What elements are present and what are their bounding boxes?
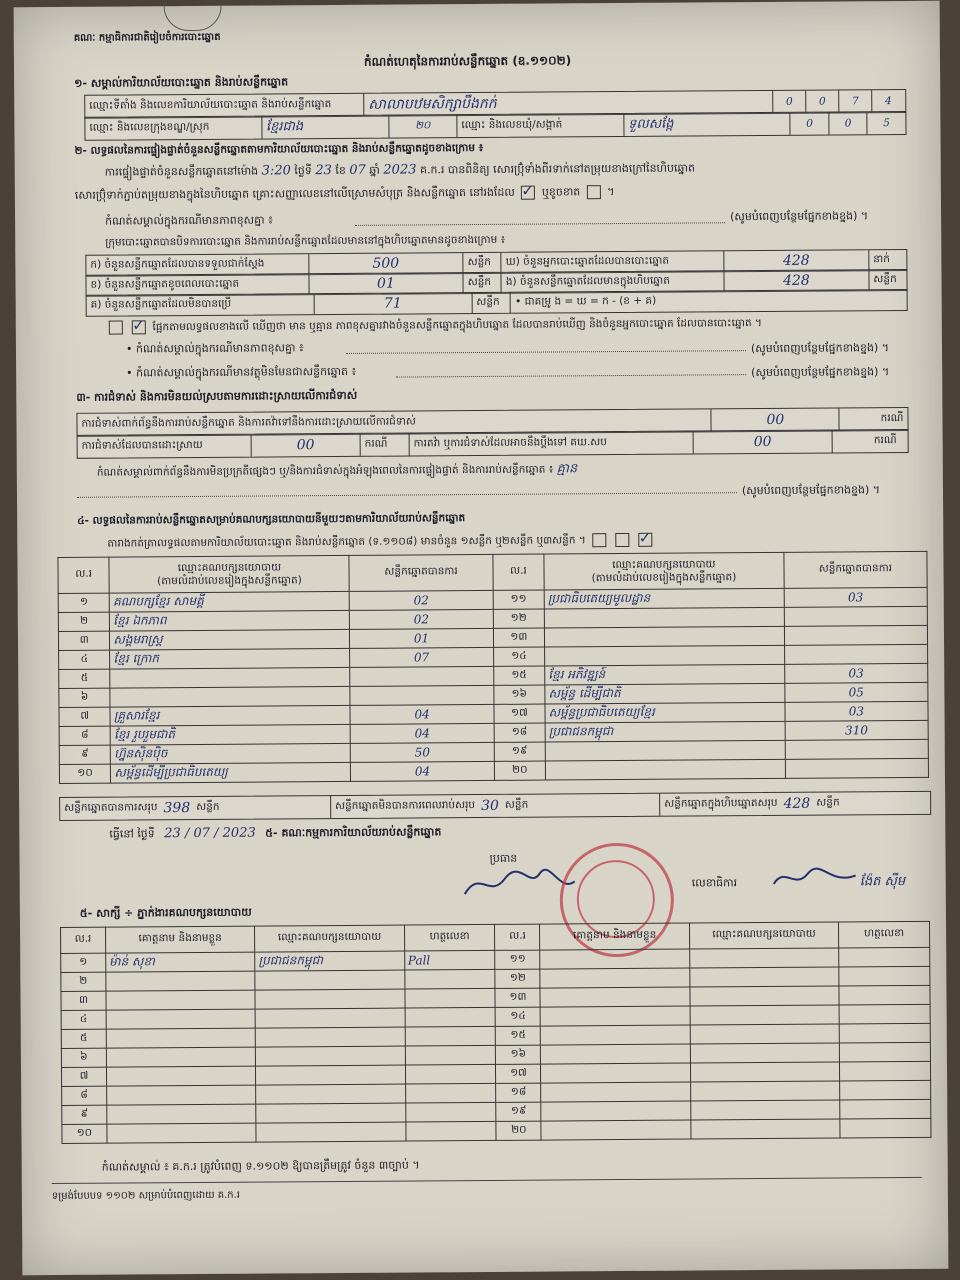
witness-signature [840,1118,931,1138]
s4-sub [107,533,656,551]
section-4-heading: ៤- លទ្ធផលនៃការរាប់សន្លឹកឆ្នោតសម្រាប់គណបក្សនយោបាយនីមួយៗតាមការិយាល័យរាប់សន្លឹកឆ្នោត [77,512,466,527]
witness-party [690,1005,839,1025]
s1-code-2: 0 [806,90,839,112]
witness-no: ៨ [62,1086,107,1105]
witness-party: ប្រជាជនកម្ពុជា [255,951,404,971]
s2-line-3: ក្រុមបោះឆ្នោតបានបិទការបោះឆ្នោត និងការរាប់សន្លឹកឆ្នោតដែលមាននៅក្នុងហិបឆ្នោតមានដូចខាងក្រោម ៖ [105,233,506,249]
witness-signature [405,1026,496,1046]
party-name [110,667,350,688]
party-no: ១៩ [494,742,546,761]
s3-r2-label: ការជំទាស់ដែលបានដោះស្រាយ [78,435,252,458]
s2-l1-b: ថ្ងៃទី [294,164,312,178]
witness-name [106,1028,255,1048]
party-no: ១៤ [493,647,545,666]
witness-party [256,1046,405,1066]
committee-label: ៥- គណៈកម្មការការិយាល័យរាប់សន្លឹកឆ្នោត [265,825,442,840]
w-col-name-2: គោត្តនាម និងនាមខ្លួន [540,923,690,950]
party-votes: 04 [351,761,494,781]
col-party-title-2: ឈ្មោះគណបក្សនយោបាយ [612,558,716,571]
secretary-label: លេខាធិការ [691,876,738,890]
witness-signature [839,1004,930,1024]
party-name: គ្រួសារខ្មែរ [110,705,350,726]
s3-r1-value: 00 [712,408,840,431]
s2-diff-line [106,316,762,335]
witness-signature [405,1102,496,1122]
party-name: ហ្វ៊ុនស៊ិនប៉ិច [111,743,351,764]
s1-code-3: 7 [839,90,872,112]
witness-no: ១៩ [496,1102,541,1121]
s4-totals-row [59,791,931,821]
witness-name [541,1101,690,1121]
s2-l1-e: គ.ក.រ បានពិនិត្យ សោរប្រ៊ុំទាំងពីរទាក់នៅតម្រុយខាងក្រៅនៃហិបឆ្នោត [419,161,695,177]
gha-unit: នាក់ [873,252,890,265]
witness-no: ៧ [61,1067,106,1086]
party-no: ៧ [59,707,111,726]
s3-r2-case2: ករណី [873,433,897,446]
formula: • ជាគម្រូ ង = ឃ = ក - (ខ + គ) [515,294,657,308]
witness-party [256,1122,405,1142]
witness-signature [840,1080,931,1100]
w-col-party-2: ឈ្មោះគណបក្សនយោបាយ [689,922,839,949]
witness-party [691,1119,840,1139]
intact-checkbox[interactable] [521,186,535,200]
ballot-count-form [14,1,949,1275]
party-no: ១២ [493,609,545,628]
sheets-3-checkbox[interactable] [639,533,653,547]
s3-r2-label2: ការតវ៉ា ឬការជំទាស់ដែលអាចនឹងប្តឹងទៅ គឃ.សប [410,432,694,456]
party-no: ១៣ [493,628,545,647]
total-box-label: សន្លឹកឆ្នោតក្នុងហិបឆ្នោតសរុប [664,796,778,810]
witness-no: ១២ [495,969,540,988]
col-no-2: ល.រ [493,554,545,590]
witness-name [106,1066,255,1086]
witness-table [60,921,931,1144]
party-votes [785,739,928,759]
kha-label: ខ) ចំនួនសន្លឹកឆ្នោតខូចពេលបោះឆ្នោត [86,274,309,296]
party-votes: 50 [351,742,494,762]
witness-signature [405,1045,496,1065]
s1-row-2 [84,111,906,141]
s1-r2-label: ឈ្មោះ និងលេខក្រុងខណ្ឌ/ស្រុក [85,117,262,140]
witness-name [540,949,689,969]
party-name: គណបក្សខ្មែរ សាមគ្គី [110,591,350,612]
s2-l2-text: សោរប្រ៊ុំទាក់ភ្ជាប់តម្រុយខាងក្នុងនៃហិបឆ្នោត គ្រោះសញ្ញាលេខនៅលើស្រោមសំបុត្រ និងសន្លឹកឆ្នោត នៅរងដែល [74,185,515,202]
s1-r1-label: ឈ្មោះទីតាំង និងលេខការិយាល័យបោះឆ្នោត និងរាប់សន្លឹកឆ្នោត [85,94,364,118]
org-name: គណៈ កម្មាធិការជាតិរៀបចំការបោះឆ្នោត [73,31,221,44]
form-footer: ទម្រង់បែបបទ ១១០២ សម្រាប់បំពេញដោយ គ.ក.រ [51,1189,241,1203]
party-no: ៤ [59,650,111,669]
party-votes [350,685,493,705]
section-5-heading: ៥- សាក្សី ÷ ភ្នាក់ងារគណបក្សនយោបាយ [79,905,252,920]
witness-signature [405,1064,496,1084]
s1-r2-code-2: 0 [829,112,868,134]
w-col-sign-2: ហត្ថលេខា [839,921,930,948]
totals-invalid [331,794,660,818]
secretary-name: ង៉ែត ស៊ីម [859,874,906,890]
s2-count-row-3 [86,289,908,317]
col-party-title: ឈ្មោះគណបក្សនយោបាយ [177,561,282,575]
witness-name [541,1063,690,1083]
col-party-sub-2: (តាមលំដាប់លេខរៀងក្នុងសន្លឹកឆ្នោត) [591,570,737,584]
s1-r2-value: ខ្មែរជាង [262,116,389,139]
col-votes-2: សន្លឹកឆ្នោតបានការ [784,551,928,588]
party-votes: 04 [350,704,493,724]
s1-code-1: 0 [773,91,806,113]
s1-r1-value: សាលាបឋមសិក្សាបឹងកក់ [364,91,773,116]
party-votes: 03 [784,663,927,683]
w-col-no: ល.រ [61,927,106,953]
witness-name [107,1085,256,1105]
witness-name [107,1104,256,1124]
witness-no: ៣ [61,991,106,1010]
witness-signature [404,969,495,989]
party-no: ៣ [58,631,110,650]
ngo-unit: សន្លឹក [873,272,897,285]
party-name: ខ្មែរ ឯកភាព [110,610,350,631]
total-invalid-label: សន្លឹកឆ្នោតមិនបានការពេលរាប់សរុប [335,798,476,812]
total-valid-unit: សន្លឹក [196,800,220,813]
witness-party [690,1062,839,1082]
s2-fill-hint-1: (សូមបំពេញបន្ថែមផ្នែកខាងខ្នង) ។ [730,209,869,224]
ko-unit: សន្លឹក [472,293,511,313]
s4-sub-text: តារាងកត់ត្រាលទ្ធផលតាមការិយាល័យបោះឆ្នោត និងរាប់សន្លឹកឆ្នោត (ទ.១១០៨) មានចំនួន ១សន្លឹក ឬ២សន្លឹក ឬ៣សន្លឹក ។ [107,534,586,550]
ko-value: 71 [314,293,472,314]
section-1-heading: ១- សម្គាល់ការិយាល័យបោះឆ្នោត និងរាប់សន្លឹកឆ្នោត [74,75,289,90]
diff-no-checkbox[interactable] [132,320,146,334]
damaged-checkbox[interactable] [587,185,601,199]
gha-label: ឃ) ចំនួនអ្នកបោះឆ្នោតដែលបានបោះឆ្នោត [502,251,725,273]
party-votes: 03 [784,587,927,607]
witness-party [690,1043,839,1063]
s2-month: 07 [349,162,366,178]
party-no: ១១ [493,590,545,609]
witness-name [541,1082,690,1102]
party-no: ៥ [59,669,111,688]
witness-name [541,1044,690,1064]
witness-signature: Pall [404,950,495,970]
w-col-party: ឈ្មោះគណបក្សនយោបាយ [255,925,405,952]
witness-name [106,971,255,991]
witness-name [106,990,255,1010]
witness-party [690,986,839,1006]
s2-note-label: កំណត់សម្គាល់ក្នុងករណីមានភាពខុសគ្នា ៖ [105,213,273,228]
witness-no: ១៤ [496,1007,541,1026]
s2-note-1-line [346,350,746,354]
witness-signature [405,988,496,1008]
party-votes: 02 [350,590,493,610]
witness-signature [839,985,930,1005]
party-no: ២ [58,612,110,631]
party-no: ១៦ [494,685,546,704]
party-name: ខ្មែរ ក្រោក [110,648,350,669]
witness-no: ៥ [61,1029,106,1048]
ngo-value: 428 [724,270,869,291]
witness-party [256,1065,405,1085]
party-no: ២០ [494,761,546,780]
party-votes: 07 [350,647,493,667]
chair-label: ប្រធាន [489,851,518,865]
gha-value: 428 [724,250,869,271]
witness-no: ៩ [62,1105,107,1124]
s2-note-line [355,222,725,226]
s2-l2-opt: ឬខូចខាត [541,185,581,199]
party-votes [784,606,927,626]
witness-signature [406,1121,497,1141]
witness-signature [839,1023,930,1043]
total-valid-value: 398 [163,800,191,817]
party-no: ១៧ [494,704,546,723]
date-value: 23 / 07 / 2023 [164,825,256,842]
party-name: សម្ព័ន្ធដើម្បីប្រជាធិបតេយ្យ [111,762,351,783]
party-votes: 310 [785,720,928,740]
party-name [110,686,350,707]
party-no: ១ [58,593,110,612]
party-name: សម្ព័ន្ធប្រជាធិបតេយ្យខ្មែរ [545,702,785,723]
s3-r2-case: ករណី [361,433,410,455]
party-no: ១០ [59,764,111,783]
witness-no: ១៣ [495,988,540,1007]
s2-year: 2023 [383,162,417,178]
witness-name: ម៉ាន់ សុខា [106,952,255,972]
party-no: ៨ [59,726,111,745]
party-no: ៦ [59,688,111,707]
witness-name [540,968,689,988]
section-3-heading: ៣- ការជំទាស់ និងការមិនយល់ស្របតាមការដោះស្រាយលើការជំទាស់ [76,388,358,404]
results-table [57,551,929,784]
col-party-sub: (តាមលំដាប់លេខរៀងក្នុងសន្លឹកឆ្នោត) [157,573,302,587]
witness-signature [840,1061,931,1081]
s2-l1-a: ការផ្ទៀងផ្ទាត់ចំនួនសន្លឹកឆ្នោតនៅម៉ោង [104,164,259,179]
s3-row-2 [77,429,909,459]
s3-note-value: គ្មាន [556,461,578,477]
ko-label: គ) ចំនួនសន្លឹកឆ្នោតដែលមិនបានប្រើ [87,294,315,316]
s2-line-2: សោរប្រ៊ុំទាក់ភ្ជាប់តម្រុយខាងក្នុងនៃហិបឆ្នោត គ្រោះសញ្ញាលេខនៅលើស្រោមសំបុត្រ និងសន្លឹកឆ្នោត នៅរងដែល ✓ ឬខូចខាត ។ [75,185,615,203]
s1-r2-value2: ទួលសង្កែ [624,113,791,136]
witness-party [255,989,404,1009]
party-name [544,607,784,628]
col-no: ល.រ [58,557,110,593]
s2-note-1: • កំណត់សម្គាល់ក្នុងករណីមានភាពខុសគ្នា ៖ [125,341,304,356]
s2-l1-d: ឆ្នាំ [369,163,380,177]
total-box-value: 428 [783,795,811,812]
party-name [545,645,785,666]
s3-note [97,461,578,481]
w-col-sign: ហត្ថលេខា [404,924,495,951]
diff-yes-checkbox[interactable] [109,320,123,334]
witness-name [540,987,689,1007]
witness-no: ១១ [495,950,540,969]
witness-signature [840,1099,931,1119]
witness-name [107,1123,256,1143]
ngo-label: ង) ចំនួនសន្លឹកឆ្នោតដែលមានក្នុងហិបឆ្នោត [502,271,725,293]
s3-r2-value: 00 [252,434,361,457]
party-name [545,740,785,761]
totals-valid [60,796,331,820]
witness-no: ៦ [61,1048,106,1067]
witness-party [690,1081,839,1101]
section-2-heading: ២- លទ្ធផលនៃការផ្ទៀងផ្ទាត់ចំនួនសន្លឹកឆ្នោតតាមការិយាល័យបោះឆ្នោត និងរាប់សន្លឹកឆ្នោតដូចខាងក្រោម ៖ [74,141,484,157]
party-no: ១៥ [493,666,545,685]
party-name: សង្គមរាស្ត្រ [110,629,350,650]
total-invalid-value: 30 [481,797,499,815]
witness-party [689,948,838,968]
witness-no: ១៧ [496,1064,541,1083]
witness-signature [405,1083,496,1103]
witness-no: ១ [61,953,106,972]
s2-l1-c: ខែ [335,163,346,178]
col-party [109,555,349,593]
witness-party [255,1027,404,1047]
party-name: ខ្មែរ អភិវឌ្ឍន៍ [545,664,785,685]
s1-code-4: 4 [884,95,892,108]
party-votes [784,625,927,645]
s2-fill-hint-2: (សូមបំពេញបន្ថែមផ្នែកខាងខ្នង) ។ [750,341,890,356]
party-votes [350,666,493,686]
witness-name [541,1120,690,1140]
witness-no: ៤ [61,1010,106,1029]
ka-unit: សន្លឹក [464,253,502,273]
witness-signature [839,966,930,986]
s3-fill-hint: (សូមបំពេញបន្ថែមផ្នែកខាងខ្នង) ។ [741,483,881,498]
party-votes [784,644,927,664]
ka-label: ក) ចំនួនសន្លឹកឆ្នោតដែលបានទទួលជាក់ស្តែង [86,254,309,276]
s2-line-1 [105,160,695,180]
witness-no: ២ [61,972,106,991]
s1-r2-num: ២០ [389,115,457,137]
witness-no: ១៨ [496,1083,541,1102]
party-name [545,759,785,780]
s2-note-2-line [396,374,746,377]
footer-divider [52,1177,922,1184]
sheets-1-checkbox[interactable] [592,533,606,547]
party-no: ៩ [59,745,111,764]
witness-no: ១០ [62,1124,107,1143]
party-votes: 04 [350,723,493,743]
party-votes: 02 [350,609,493,629]
party-name: ខ្មែរ រួបរួមជាតិ [110,724,350,745]
ka-value: 500 [309,253,464,274]
s3-note-label: កំណត់សម្គាល់ពាក់ព័ន្ធនឹងការមិនប្រក្រតីផ្សេងៗ ឬ/និងការជំទាស់ក្នុងអំឡុងពេលនៃការផ្ទៀងផ្ទាត់ និងការរាប់សន្លឹកឆ្នោត ៖ [96,463,554,479]
party-votes: 01 [350,628,493,648]
party-name: ប្រជាជនកម្ពុជា [545,721,785,742]
witness-name [106,1047,255,1067]
col-party-2 [544,552,784,590]
witness-party [690,1024,839,1044]
s3-r1-label: ការជំទាស់ពាក់ព័ន្ធនឹងការរាប់សន្លឹកឆ្នោត និងការតវ៉ាទៅនឹងការដោះស្រាយលើការជំទាស់ [77,409,711,435]
witness-name [540,1006,689,1026]
witness-party [255,970,404,990]
form-title: កំណត់ហេតុនៃការរាប់សន្លឹកឆ្នោត (ឧ.១១០២) [363,53,572,69]
s3-r2-value2: 00 [694,431,833,454]
party-name: ប្រជាធិបតេយ្យមូលដ្ឋាន [544,588,784,609]
s3-r1-case: ករណី [880,411,904,424]
witness-name [106,1009,255,1029]
w-col-no-2: ល.រ [495,924,540,950]
secretary-signature [770,861,860,894]
total-box-unit: សន្លឹក [816,796,840,809]
party-votes: 03 [785,701,928,721]
date-line [109,824,441,843]
s3-note-line [77,492,737,498]
total-invalid-unit: សន្លឹក [504,798,529,811]
col-votes: សន្លឹកឆ្នោតបានការ [349,554,493,591]
witness-party [256,1103,405,1123]
witness-no: ១៦ [496,1045,541,1064]
date-label: ធ្វើនៅ ថ្ងៃទី [109,827,155,841]
witness-party [255,1008,404,1028]
totals-box [660,792,930,816]
s2-time: 3:20 [261,163,291,179]
party-no: ១៨ [494,723,546,742]
party-votes [785,758,928,778]
s1-r2-label2: ឈ្មោះ និងលេខឃុំ/សង្កាត់ [457,114,624,137]
total-valid-label: សន្លឹកឆ្នោតបានការសរុប [64,800,158,814]
kha-value: 01 [309,273,464,294]
witness-name [541,1025,690,1045]
witness-no: ២០ [496,1121,541,1140]
s2-fill-hint-3: (សូមបំពេញបន្ថែមផ្នែកខាងខ្នង) ។ [751,365,890,380]
s2-day: 23 [315,163,332,179]
witness-signature [839,947,930,967]
witness-signature [839,1042,930,1062]
s1-r2-code-3: 5 [883,117,891,130]
sheets-2-checkbox[interactable] [615,533,629,547]
witness-party [256,1084,405,1104]
w-col-name: គោត្តនាម និងនាមខ្លួន [105,926,255,953]
party-name: សម្ព័ន្ធ ដើម្បីជាតិ [545,683,785,704]
footnote: កំណត់សម្គាល់ ៖ គ.ក.រ ត្រូវបំពេញ ទ.១១០២ ឱ្យបានត្រឹមត្រូវ ចំនួន ៣ច្បាប់ ។ [101,1158,420,1174]
s2-diff-text: ផ្អែកតាមលទ្ធផលខាងលើ ឃើញថា មាន ឬគ្មាន ភាពខុសគ្នារវាងចំនួនសន្លឹកឆ្នោតក្នុងហិបឆ្នោត ដែលបានរាប់ឃើញ និងចំនួនអ្នកបោះឆ្នោត ដែលបានបោះឆ្នោត ។ [152,317,762,334]
s2-note-2: • កំណត់សម្គាល់ក្នុងករណីមានវត្ថុមិនមែនជាសន្លឹកឆ្នោត ៖ [126,364,357,380]
party-name [545,626,785,647]
kha-unit: សន្លឹក [464,273,502,293]
party-votes: 05 [784,682,927,702]
witness-signature [405,1007,496,1027]
witness-no: ១៥ [496,1026,541,1045]
witness-party [690,1100,839,1120]
witness-party [690,967,839,987]
committee-logo [164,6,222,31]
s1-r2-code-1: 0 [791,113,830,135]
